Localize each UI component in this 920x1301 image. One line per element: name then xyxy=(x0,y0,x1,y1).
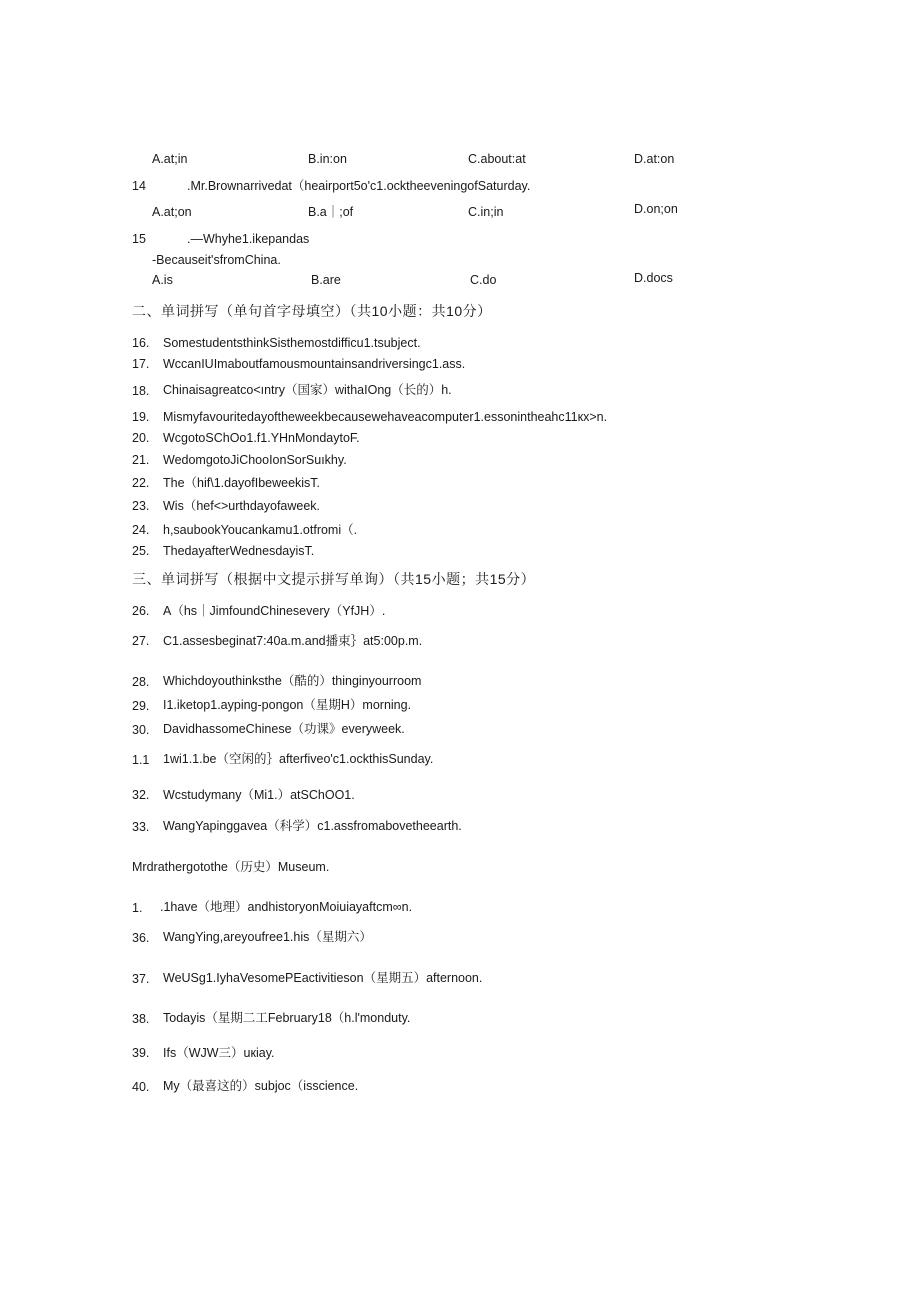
question-number: 1.1 xyxy=(132,753,150,767)
question-text: WangYapinggavea（科学）c1.assfromabovetheearth. xyxy=(163,819,462,833)
q15-text: .—Whyhe1.ikepandas xyxy=(187,232,310,246)
question-text: Mismyfavouritedayoftheweekbecausewehaveacomputer1.essonintheahc11кх>n. xyxy=(163,410,608,424)
question-number: 1. xyxy=(132,901,143,915)
question-text: Ifs（WJW三）uкiay. xyxy=(163,1046,275,1060)
question-text: SomestudentsthinkSisthemostdifficu1.tsubject. xyxy=(163,336,421,350)
question-text: ThedayafterWednesdayisT. xyxy=(163,544,315,558)
question-text: .1have（地理）andhistoryonMoiuiayaftcm∞n. xyxy=(160,900,413,914)
question-number: 24. xyxy=(132,523,150,537)
question-number: 38. xyxy=(132,1012,150,1026)
question-text: I1.iketop1.ayping-pongon（星期H）morning. xyxy=(163,698,412,712)
question-text: Todayis（星期二工February18（h.l'monduty. xyxy=(163,1011,411,1025)
question-number: 30. xyxy=(132,723,150,737)
section3-title: 三、单词拼写（根据中文提示拼写单询）（共15小题；共15分） xyxy=(132,571,536,587)
question-text: WccanIUImaboutfamousmountainsandriversingc1.ass. xyxy=(163,357,466,371)
question-number: 22. xyxy=(132,476,150,490)
question-text: C1.assesbeginat7:40a.m.and播束｝at5:00p.m. xyxy=(163,634,423,648)
question-text: Whichdoyouthinksthe（酷的）thinginyourroom xyxy=(163,674,422,688)
question-text: WedomgotoJiChooIonSorSuıkhy. xyxy=(163,453,347,467)
q15-option-d: D.docs xyxy=(634,271,673,285)
question-number: 33. xyxy=(132,820,150,834)
question-text: My（最喜这的）subjoc（isscience. xyxy=(163,1079,359,1093)
question-number: 37. xyxy=(132,972,150,986)
q14-text: .Mr.Brownarrivedat（heairport5o'c1.ocktheeveningofSaturday. xyxy=(187,179,531,193)
question-text: Chinaisagreatco<ıntry（国家）withaIOng（长的）h. xyxy=(163,383,452,397)
question-number: 40. xyxy=(132,1080,150,1094)
question-text: WeUSg1.IyhaVesomePEactivitieson（星期五）afternoon. xyxy=(163,971,483,985)
q14-number: 14 xyxy=(132,179,146,193)
q13-option-b: B.in:on xyxy=(308,152,347,166)
question-number: 23. xyxy=(132,499,150,513)
q14-option-b: B.a｜;of xyxy=(308,205,354,219)
question-text: Mrdrathergotothe（历史）Museum. xyxy=(132,860,330,874)
question-text: Wcstudymany（Mi1.）atSChOO1. xyxy=(163,788,355,802)
question-number: 19. xyxy=(132,410,150,424)
question-text: The（hif\1.dayofIbeweekisT. xyxy=(163,476,321,490)
q13-option-c: C.about:at xyxy=(468,152,526,166)
question-number: 36. xyxy=(132,931,150,945)
question-number: 32. xyxy=(132,788,150,802)
question-text: h,saubookYoucankamu1.otfromi（. xyxy=(163,523,358,537)
q14-option-c: C.in;in xyxy=(468,205,504,219)
q15-option-b: B.are xyxy=(311,273,341,287)
question-number: 25. xyxy=(132,544,150,558)
q15-text-response: -Becauseit'sfromChina. xyxy=(152,253,281,267)
question-number: 29. xyxy=(132,699,150,713)
q14-option-d: D.on;on xyxy=(634,202,678,216)
q15-option-c: C.do xyxy=(470,273,497,287)
question-text: DavidhassomeChinese（功课》everyweek. xyxy=(163,722,405,736)
question-text: A（hs｜JimfoundChinesevery（YfJH）. xyxy=(163,604,386,618)
question-number: 28. xyxy=(132,675,150,689)
question-number: 17. xyxy=(132,357,150,371)
question-number: 16. xyxy=(132,336,150,350)
question-text: WcgotoSChOo1.f1.YHnMondaytoF. xyxy=(163,431,360,445)
question-text: Wis（hef<>urthdayofaweek. xyxy=(163,499,321,513)
question-number: 39. xyxy=(132,1046,150,1060)
question-number: 18. xyxy=(132,384,150,398)
question-number: 20. xyxy=(132,431,150,445)
question-text: WangYing,areyoufree1.his（星期六） xyxy=(163,930,372,944)
q15-number: 15 xyxy=(132,232,146,246)
q13-option-d: D.at:on xyxy=(634,152,675,166)
q14-option-a: A.at;on xyxy=(152,205,192,219)
section2-title: 二、单词拼写（单句首字母填空）（共10小题：共10分） xyxy=(132,303,492,319)
q13-option-a: A.at;in xyxy=(152,152,188,166)
question-number: 27. xyxy=(132,634,150,648)
question-text: 1wi1.1.be（空闲的｝afterfiveo'c1.ockthisSunday. xyxy=(163,752,434,766)
question-number: 21. xyxy=(132,453,150,467)
question-number: 26. xyxy=(132,604,150,618)
q15-option-a: A.is xyxy=(152,273,173,287)
